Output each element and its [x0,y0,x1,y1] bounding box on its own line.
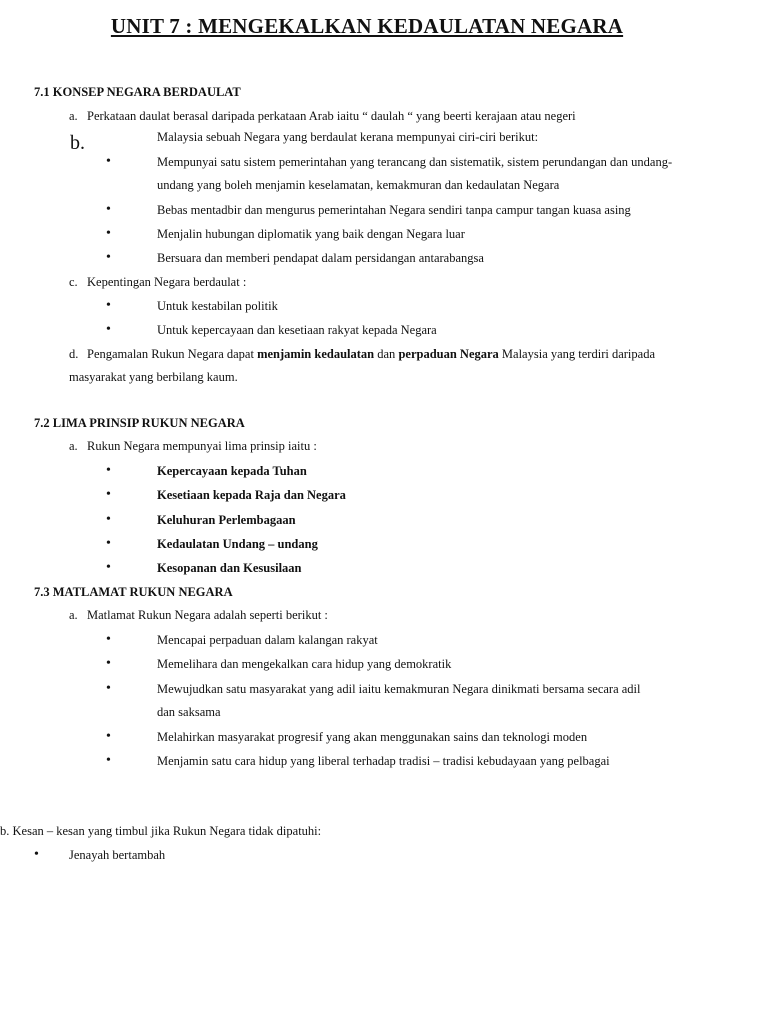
list-item: Menjamin satu cara hidup yang liberal terhadap tradisi – tradisi kebudayaan yang pelbagai [157,754,610,768]
paragraph-b-intro: Malaysia sebuah Negara yang berdaulat kerana mempunyai ciri-ciri berikut: [157,130,539,144]
bullet-icon: • [106,322,111,337]
bullet-icon: • [106,681,111,696]
principle-item: Kesopanan dan Kesusilaan [157,561,302,575]
bullet-icon: • [106,226,111,241]
list-item: Jenayah bertambah [69,848,166,862]
bullet-icon: • [106,463,111,478]
section-heading-7-2: 7.2 LIMA PRINSIP RUKUN NEGARA [34,416,245,430]
paragraph-d-part2: dan [374,347,399,361]
paragraph-d-part1: Pengamalan Rukun Negara dapat [87,347,258,361]
paragraph-kesan: b. Kesan – kesan yang timbul jika Rukun Negara tidak dipatuhi: [0,824,322,838]
principle-item: Keluhuran Perlembagaan [157,513,296,527]
paragraph-d-bold1: menjamin kedaulatan [257,347,375,361]
list-item: Mencapai perpaduan dalam kalangan rakyat [157,633,378,647]
list-item: Bebas mentadbir dan mengurus pemerintahan Negara sendiri tanpa campur tangan kuasa asing [157,203,631,217]
bullet-icon: • [106,753,111,768]
list-item-continuation: undang yang boleh menjamin keselamatan, kemakmuran dan kedaulatan Negara [157,178,560,192]
bullet-icon: • [106,154,111,169]
paragraph-a: Rukun Negara mempunyai lima prinsip iaitu : [87,439,317,453]
bullet-icon: • [106,536,111,551]
paragraph-d-line2: masyarakat yang berbilang kaum. [69,370,238,384]
list-item-continuation: dan saksama [157,705,221,719]
list-item: Mewujudkan satu masyarakat yang adil iaitu kemakmuran Negara dinikmati bersama secara adil [157,682,641,696]
bullet-icon: • [106,632,111,647]
list-marker-c: c. [69,275,78,289]
list-marker-a: a. [69,608,78,622]
list-item: Menjalin hubungan diplomatik yang baik dengan Negara luar [157,227,465,241]
principle-item: Kedaulatan Undang – undang [157,537,318,551]
list-item: Melahirkan masyarakat progresif yang akan menggunakan sains dan teknologi moden [157,730,588,744]
paragraph-a: Matlamat Rukun Negara adalah seperti berikut : [87,608,328,622]
list-item: Untuk kepercayaan dan kesetiaan rakyat kepada Negara [157,323,437,337]
paragraph-a: Perkataan daulat berasal daripada perkataan Arab iaitu “ daulah “ yang beerti kerajaan atau negeri [87,109,576,123]
paragraph-d-part3: Malaysia yang terdiri daripada [498,347,655,361]
paragraph-d-bold2: perpaduan Negara [398,347,499,361]
bullet-icon: • [106,656,111,671]
bullet-icon: • [106,487,111,502]
bullet-icon: • [106,729,111,744]
paragraph-d [87,346,655,362]
list-marker-a: a. [69,439,78,453]
bullet-icon: • [34,847,39,862]
list-item: Memelihara dan mengekalkan cara hidup yang demokratik [157,657,452,671]
list-marker-d: d. [69,347,79,361]
section-heading-7-3: 7.3 MATLAMAT RUKUN NEGARA [34,585,233,599]
list-marker-b: b. [70,132,85,154]
paragraph-c: Kepentingan Negara berdaulat : [87,275,247,289]
list-item: Bersuara dan memberi pendapat dalam persidangan antarabangsa [157,251,484,265]
bullet-icon: • [106,250,111,265]
list-item: Mempunyai satu sistem pemerintahan yang terancang dan sistematik, sistem perundangan dan undang- [157,155,673,169]
principle-item: Kepercayaan kepada Tuhan [157,464,307,478]
list-marker-a: a. [69,109,78,123]
principle-item: Kesetiaan kepada Raja dan Negara [157,488,346,502]
section-heading-7-1: 7.1 KONSEP NEGARA BERDAULAT [34,85,241,99]
list-item: Untuk kestabilan politik [157,299,278,313]
bullet-icon: • [106,298,111,313]
bullet-icon: • [106,512,111,527]
page-title: UNIT 7 : MENGEKALKAN KEDAULATAN NEGARA [110,14,624,38]
bullet-icon: • [106,202,111,217]
bullet-icon: • [106,560,111,575]
